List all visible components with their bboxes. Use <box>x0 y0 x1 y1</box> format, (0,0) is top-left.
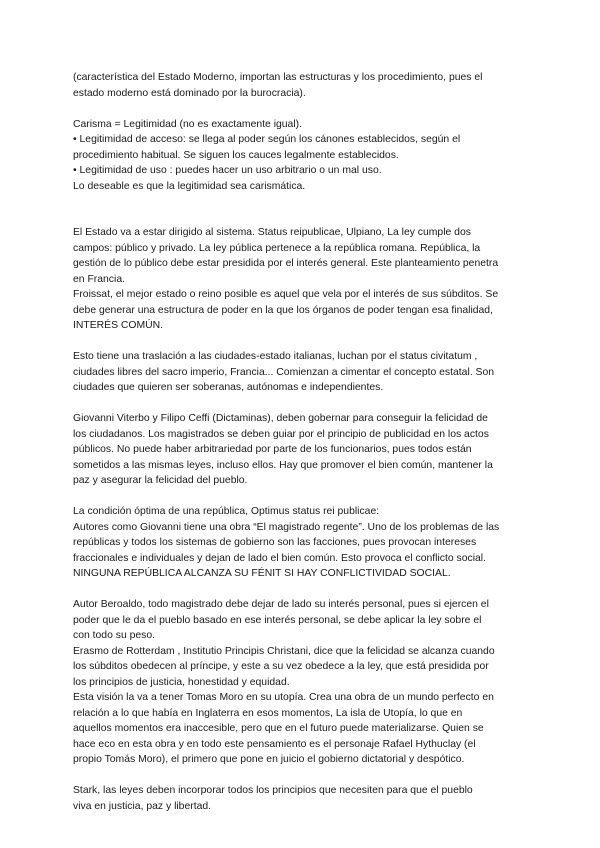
text-line: paz y asegurar la felicidad del pueblo. <box>73 475 248 486</box>
text-line: Lo deseable es que la legitimidad sea carismática. <box>73 180 306 192</box>
text-line: los principios de justicia, honestidad y equidad. <box>73 676 290 688</box>
text-line: procedimiento habitual. Se siguen los cauces legalmente establecidos. <box>73 149 399 161</box>
text-line: La condición óptima de una república, Optimus status rei publicae: <box>73 506 380 517</box>
text-line: Froissat, el mejor estado o reino posible es aquel que vela por el interés de sus súbditos. Se <box>73 289 499 300</box>
text-line: los súbditos obedecen al príncipe, y este a su vez obedece a la ley, que está presidida por <box>73 661 489 672</box>
text-line: campos: público y privado. La ley pública pertenece a la república romana. República, la <box>73 242 481 254</box>
paragraph-estado-moderno <box>73 70 533 101</box>
text-line: NINGUNA REPÚBLICA ALCANZA SU FÉNIT SI HAY CONFLICTIVIDAD SOCIAL. <box>73 568 451 579</box>
paragraph-carisma-legitimidad <box>73 117 533 195</box>
text-line: poder que le da el pueblo basado en ese interés personal, se debe aplicar la ley sobre el <box>73 614 482 626</box>
text-line: los ciudadanos. Los magistrados se deben guiar por el principio de publicidad en los actos <box>73 428 489 440</box>
text-line: Autor Beroaldo, todo magistrado debe dejar de lado su interés personal, pues si ejercen el <box>73 599 489 610</box>
text-line: relación a lo que había en Inglaterra en esos momentos, La isla de Utopía, lo que en <box>73 707 463 719</box>
paragraph-stark <box>73 783 533 814</box>
text-line: gestión de lo público debe estar presidida por el interés general. Este planteamiento penetra <box>73 258 499 269</box>
text-line: Esta visión la va a tener Tomas Moro en su utopía. Crea una obra de un mundo perfecto en <box>73 692 494 703</box>
text-line: en Francia. <box>73 273 125 285</box>
document-page <box>73 70 533 814</box>
text-line: hace eco en esta obra y en todo este pensamiento es el personaje Rafael Hythuclay (el <box>73 738 476 750</box>
paragraph-status-reipublicae <box>73 225 533 334</box>
text-line: ciudades que quieren ser soberanas, autónomas e independientes. <box>73 382 384 393</box>
text-line: debe generar una estructura de poder en la que los órganos de poder tengan esa finalidad, <box>73 304 493 316</box>
text-line: Autores como Giovanni tiene una obra “El magistrado regente”. Uno de los problemas de las <box>73 521 500 533</box>
text-line: Giovanni Viterbo y Filipo Ceffi (Dictaminas), deben gobernar para conseguir la felicidad de <box>73 413 488 424</box>
paragraph-ciudades-estado <box>73 349 533 396</box>
text-line: INTERÉS COMÚN. <box>73 320 164 331</box>
text-line: viva en justicia, paz y libertad. <box>73 800 212 812</box>
text-line: con todo su peso. <box>73 630 156 641</box>
text-line: • Legitimidad de uso : puedes hacer un uso arbitrario o un mal uso. <box>73 165 382 176</box>
paragraph-optimus-status <box>73 504 533 582</box>
text-line: propio Tomás Moro), el primero que pone en juicio el gobierno dictatorial y despótico. <box>73 754 465 765</box>
text-line: • Legitimidad de acceso: se llega al poder según los cánones establecidos, según el <box>73 134 461 145</box>
text-line: públicos. No puede haber arbitrariedad por parte de los funcionarios, pues todos están <box>73 444 472 455</box>
text-line: aquellos momentos era inaccesible, pero que en el futuro puede materializarse. Quien se <box>73 723 484 734</box>
text-line: Stark, las leyes deben incorporar todos los principios que necesiten para que el pueblo <box>73 785 473 796</box>
text-line: Erasmo de Rotterdam , Institutio Principis Christani, dice que la felicidad se alcanza cuando <box>73 645 495 657</box>
text-line: Esto tiene una traslación a las ciudades-estado italianas, luchan por el status civitatum , <box>73 351 478 362</box>
paragraph-beroaldo-erasmo-moro <box>73 597 533 768</box>
text-line: sometidos a las mismas leyes, incluso ellos. Hay que promover el bien común, mantener la <box>73 459 493 471</box>
text-line: (característica del Estado Moderno, importan las estructuras y los procedimiento, pues el <box>73 72 483 83</box>
text-line: estado moderno está dominado por la burocracia). <box>73 87 306 99</box>
text-line: repúblicas y todos los sistemas de gobierno son las facciones, pues provocan intereses <box>73 537 477 548</box>
text-line: ciudades libres del sacro imperio, Francia... Comienzan a cimentar el concepto estatal. Son <box>73 366 495 378</box>
paragraph-viterbo-ceffi <box>73 411 533 489</box>
text-line: El Estado va a estar dirigido al sistema. Status reipublicae, Ulpiano, La ley cumple dos <box>73 227 471 238</box>
text-line: Carisma = Legitimidad (no es exactamente igual). <box>73 118 302 130</box>
text-line: fraccionales e individuales y dejan de lado el bien común. Esto provoca el conflicto social. <box>73 552 486 564</box>
